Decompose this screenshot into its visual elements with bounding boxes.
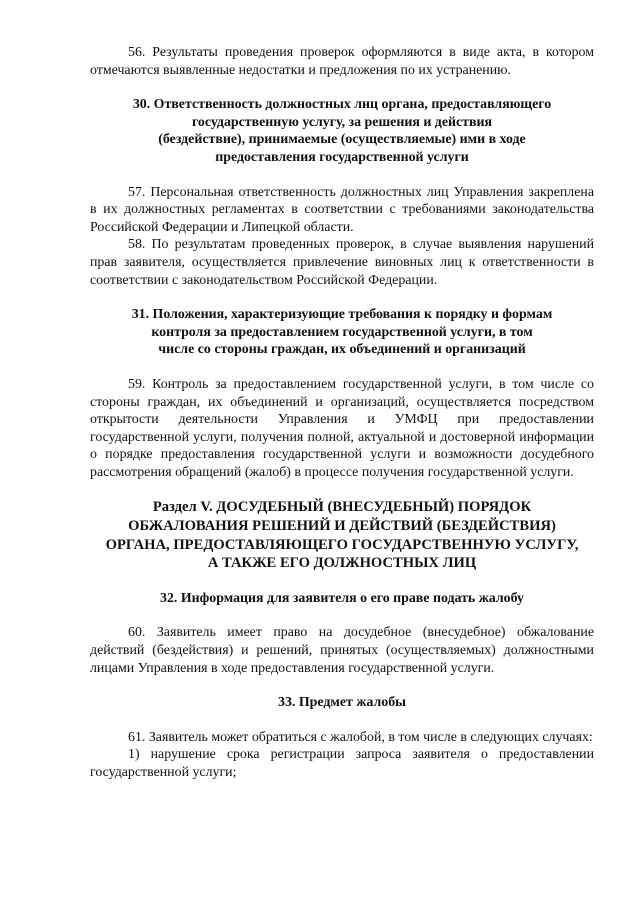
heading-30 — [90, 96, 594, 166]
heading-30-line-2: государственную услугу, за решения и действия — [191, 114, 493, 130]
document-page — [90, 44, 594, 782]
paragraph-56: 56. Результаты проведения проверок оформляются в виде акта, в котором отмечаются выявленные недостатки и предложения по их устранению. — [90, 45, 594, 78]
paragraph-59: 59. Контроль за предоставлением государственной услуги, в том числе со стороны граждан, их объединений и организаций, осуществляется посредством открытости деятельности Управления и УМФЦ при предоставлении государственной услуги, получения полной, актуальной и достоверной информации о порядке предоставления государственной услуги и возможности досудебного рассмотрения обращений (жалоб) в процессе получения государственной услуги. — [90, 376, 594, 480]
heading-31-line-3: числе со стороны граждан, их объединений и организаций — [158, 342, 526, 358]
paragraph-61-item-1: 1) нарушение срока регистрации запроса заявителя о предоставлении государственной услуги; — [90, 747, 594, 780]
paragraph-60: 60. Заявитель имеет право на досудебное (внесудебное) обжалование действий (бездействия) и решений, принятых (осуществляемых) должностными лицами Управления в ходе предоставления государственной услуги. — [90, 625, 594, 676]
paragraph-58: 58. По результатам проведенных проверок, в случае выявления нарушений прав заявителя, осуществляется привлечение виновных лиц к ответственности в соответствии с законодательством Российской Федерации. — [90, 237, 594, 288]
section-5-line-4: А ТАКЖЕ ЕГО ДОЛЖНОСТНЫХ ЛИЦ — [207, 555, 477, 572]
heading-31 — [90, 306, 594, 359]
heading-30-line-4: предоставления государственной услуги — [215, 149, 469, 165]
heading-31-line-1: 31. Положения, характеризующие требования к порядку и формам — [131, 307, 553, 323]
heading-31-line-2: контроля за предоставлением государственной услуги, в том — [151, 324, 533, 340]
section-5-line-3: ОРГАНА, ПРЕДОСТАВЛЯЮЩЕГО ГОСУДАРСТВЕННУЮ УСЛУГУ, — [105, 536, 579, 553]
section-5-line-1: Раздел V. ДОСУДЕБНЫЙ (ВНЕСУДЕБНЫЙ) ПОРЯДОК — [152, 499, 532, 516]
paragraph-57: 57. Персональная ответственность должностных лиц Управления закреплена в их должностных регламентах в соответствии с требованиями законодательства Российской Федерации и Липецкой области. — [90, 184, 594, 235]
section-5-line-2: ОБЖАЛОВАНИЯ РЕШЕНИЙ И ДЕЙСТВИЙ (БЕЗДЕЙСТВИЯ) — [128, 518, 556, 535]
section-5-title — [90, 498, 594, 572]
heading-32: 32. Информация для заявителя о его праве подать жалобу — [160, 590, 524, 606]
heading-30-line-1: 30. Ответственность должностных лиц органа, предоставляющего — [132, 97, 552, 113]
paragraph-61: 61. Заявитель может обратиться с жалобой, в том числе в следующих случаях: — [128, 729, 593, 745]
heading-33: 33. Предмет жалобы — [278, 695, 406, 711]
heading-30-line-3: (бездействие), принимаемые (осуществляемые) ими в ходе — [158, 132, 526, 148]
